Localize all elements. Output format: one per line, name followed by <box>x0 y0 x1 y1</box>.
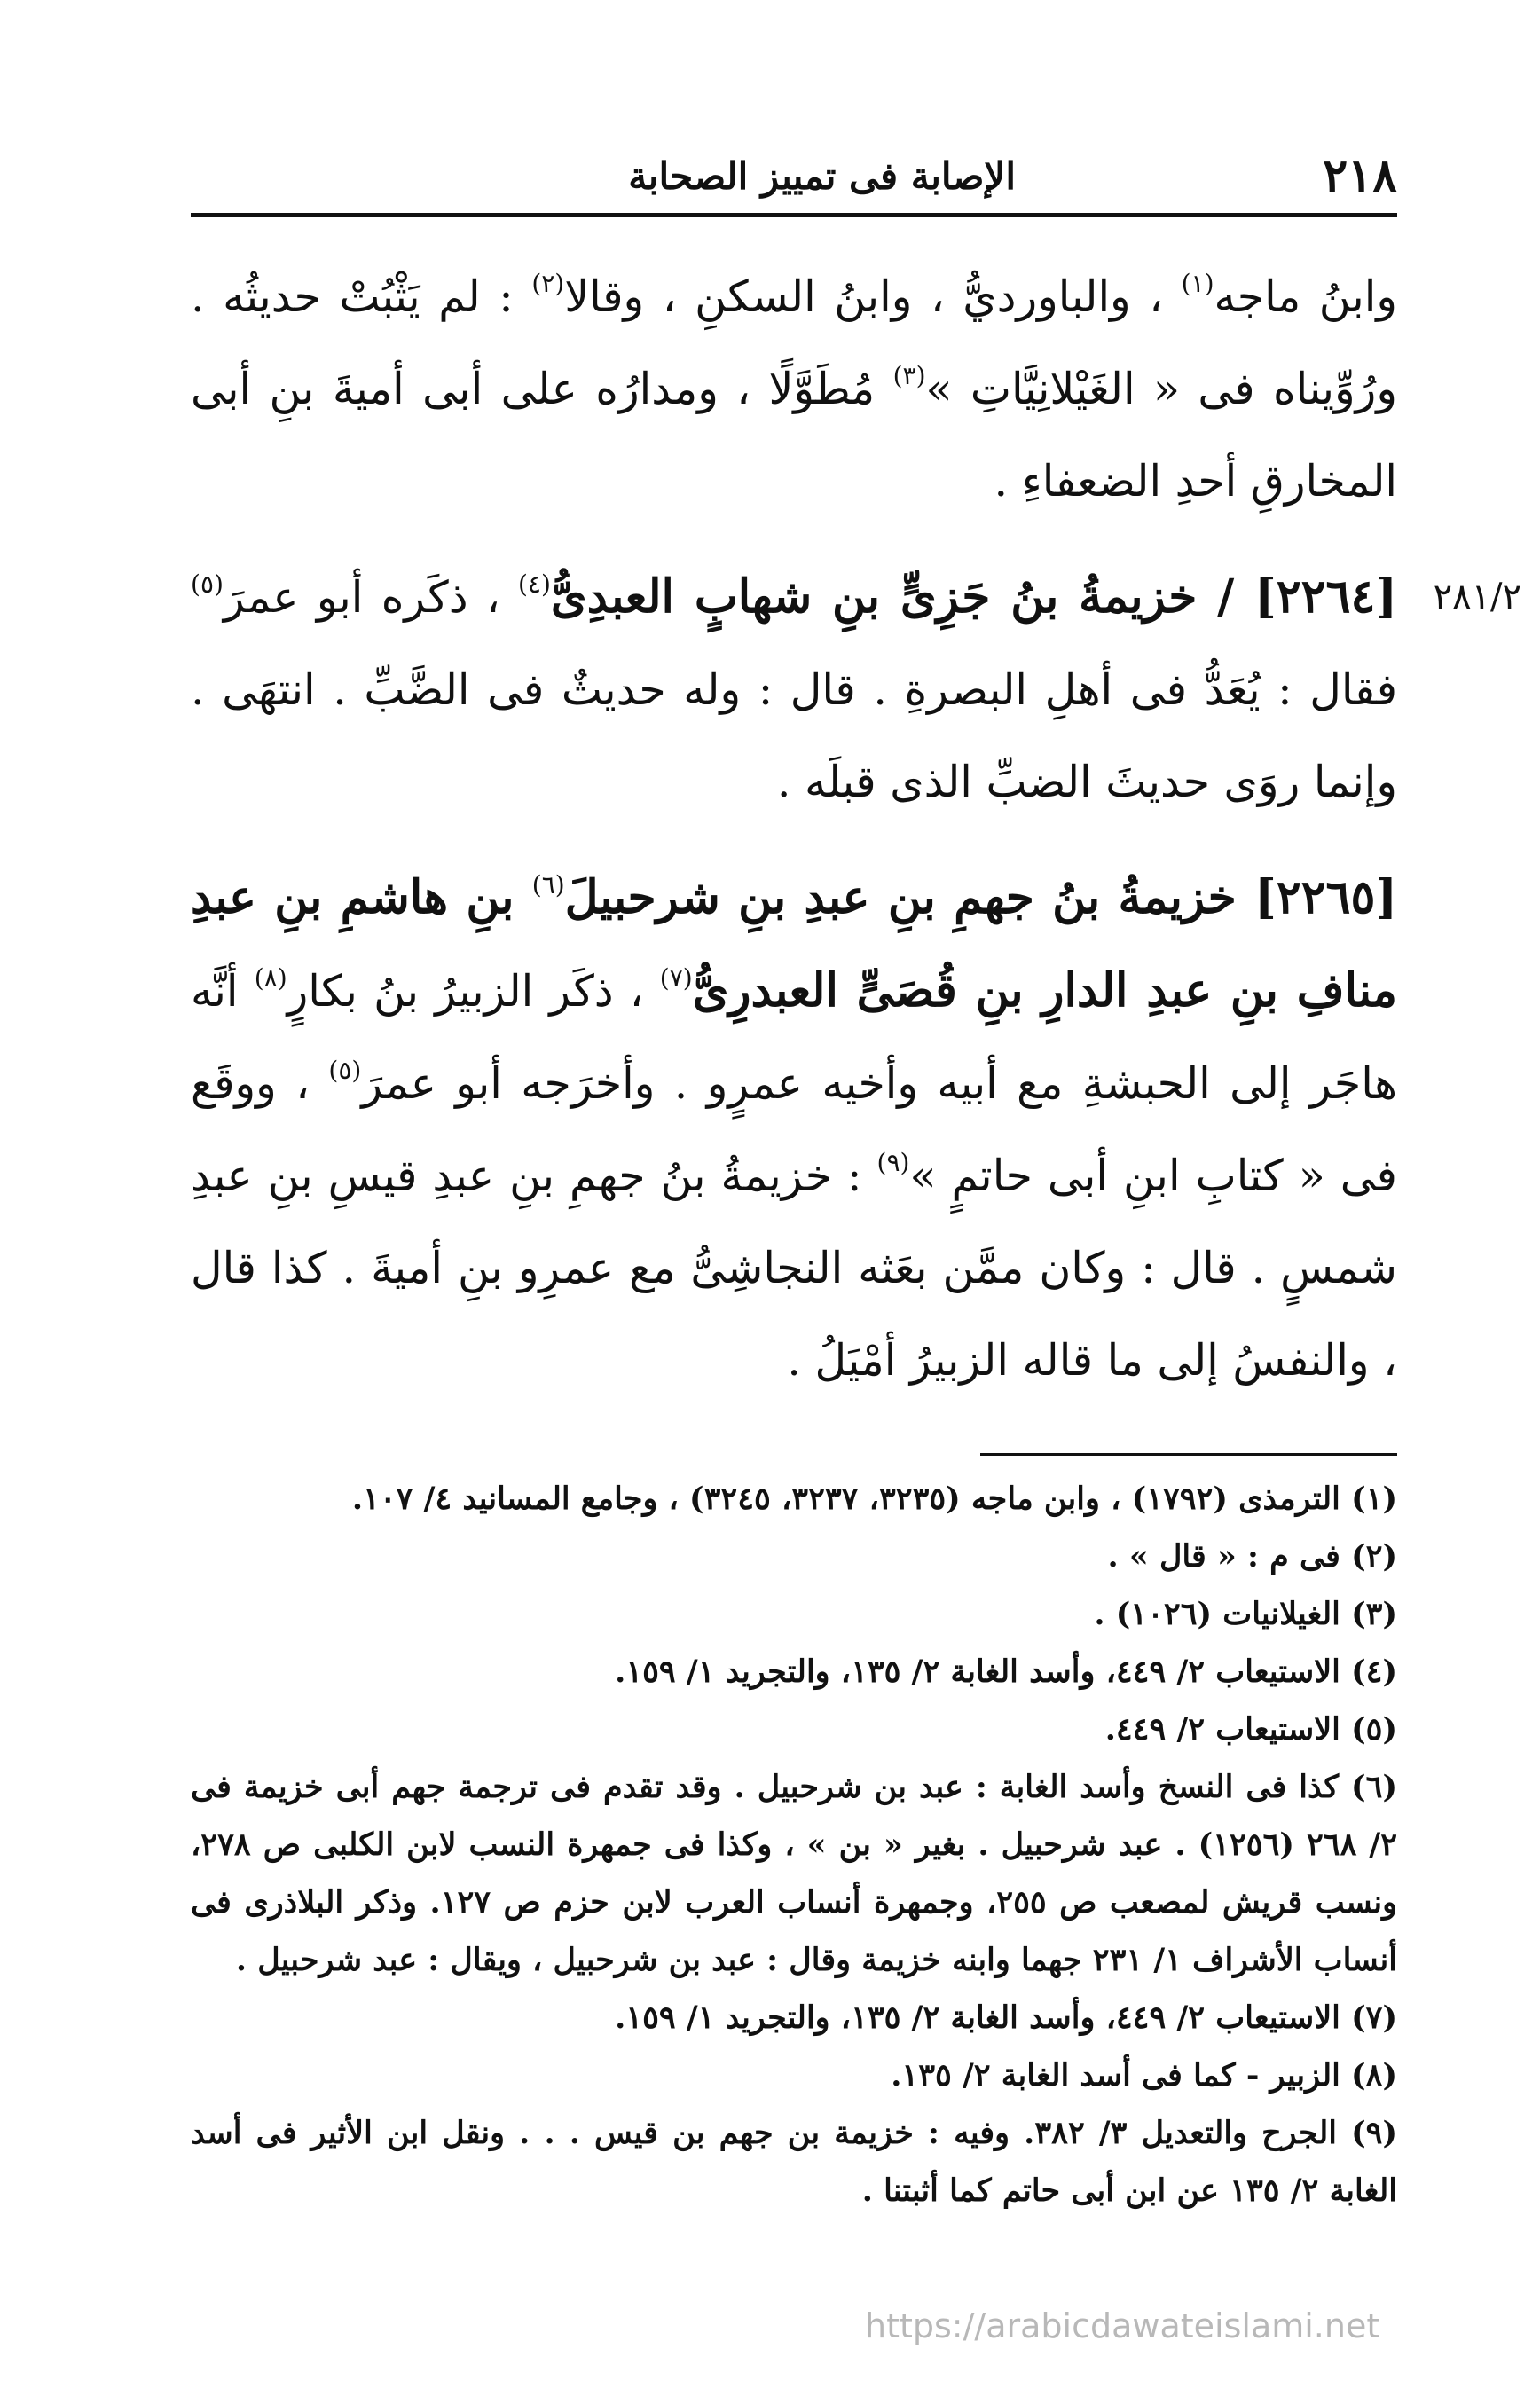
footnote-ref: (٥) <box>328 1056 362 1085</box>
footnote-ref: (٧) <box>659 963 693 993</box>
entry-heading-continued: بنِ هاشمِ بنِ عبدِ منافِ بنِ عبدِ الدارِ بنِ قُصَىٍّ العبدرِىُّ <box>191 870 1397 1017</box>
footnote-separator <box>980 1453 1397 1456</box>
main-text <box>191 251 1521 1407</box>
paragraph-1 <box>191 251 1397 528</box>
footnote: (٣) الغيلانيات (١٠٢٦) . <box>1094 1596 1397 1632</box>
text-segment: ، والباورديُّ ، وابنُ السكنِ ، وقالا <box>564 271 1182 322</box>
margin-reference: ٢٨١/٢ <box>1433 577 1521 617</box>
footnote: (٦) كذا فى النسخ وأسد الغابة : عبد بن شرحبيل . وقد تقدم فى ترجمة جهم أبى خزيمة فى ٢/ ٢٦٨ (١٢٥٦) . عبد شرحبيل . بغير « بن » ، وكذا فى جمهرة النسب لابن الكلبى ص ٢٧٨، ونسب قريش لمصعب ص ٢٥٥، وجمهرة أنساب العرب لابن حزم ص ١٢٧. وذكر البلاذرى فى أنساب الأشراف ١/ ٢٣١ جهما وابنه خزيمة وقال : عبد بن شرحبيل ، ويقال : عبد شرحبيل . <box>191 1769 1397 1978</box>
footnote-ref: (٨) <box>254 963 287 993</box>
footnote: (٥) الاستيعاب ٢/ ٤٤٩. <box>1104 1711 1397 1748</box>
footnotes <box>191 1470 1397 2219</box>
entry-2265 <box>191 852 1397 1407</box>
page-header <box>191 142 1397 217</box>
text-segment: : خزيمةُ بنُ جهمِ بنِ عبدِ قيسِ بنِ عبدِ شمسٍ . قال : وكان ممَّن بعَثه النجاشِىُّ مع عمرِو بنِ أميةَ . كذا قال ، والنفسُ إلى ما قاله الزبيرُ أمْيَلُ . <box>191 1151 1397 1386</box>
footnote-ref: (٦) <box>531 870 565 900</box>
footnote-ref: (٤) <box>518 570 551 599</box>
footnote-ref: (٣) <box>892 361 926 390</box>
page-number: ٢١٨ <box>1323 149 1397 203</box>
footnote: (٤) الاستيعاب ٢/ ٤٤٩، وأسد الغابة ٢/ ١٣٥، والتجريد ١/ ١٥٩. <box>615 1654 1397 1690</box>
text-segment: أنَّه هاجَر إلى الحبشةِ مع أبيه وأخيه عمرٍو . وأخرَجه أبو عمرَ <box>191 966 1397 1109</box>
footnote: (١) الترمذى (١٧٩٢) ، وابن ماجه (٣٢٣٥، ٣٢٣٧، ٣٢٤٥) ، وجامع المسانيد ٤/ ١٠٧. <box>351 1481 1397 1517</box>
footnote-ref: (١) <box>1181 269 1214 298</box>
text-segment: ، ووقَع فى « كتابِ ابنِ أبى حاتمٍ » <box>191 1058 1397 1201</box>
footnote: (٢) فى م : « قال » . <box>1107 1538 1397 1575</box>
footnote: (٧) الاستيعاب ٢/ ٤٤٩، وأسد الغابة ٢/ ١٣٥، والتجريد ١/ ١٥٩. <box>615 1999 1397 2036</box>
entry-heading: [٢٢٦٤] / خزيمةُ بنُ جَزِىٍّ بنِ شهابٍ العبدِىُّ <box>550 570 1398 624</box>
text-segment: فقال : يُعَدُّ فى أهلِ البصرةِ . قال : وله حديثٌ فى الضَّبِّ . انتهَى . وإنما روَى حديثَ الضبِّ الذى قبلَه . <box>191 664 1397 807</box>
text-segment: مُطَوَّلًا ، ومدارُه على أبى أميةَ بنِ أبى المخارقِ أحدِ الضعفاءِ . <box>191 364 1397 507</box>
footnote-ref: (٩) <box>876 1148 910 1177</box>
running-title: الإصابة فى تمييز الصحابة <box>628 154 1016 198</box>
footnote: (٨) الزبير - كما فى أسد الغابة ٢/ ١٣٥. <box>891 2057 1397 2094</box>
book-page <box>191 142 1521 2271</box>
text-segment: ، ذكَره أبو عمرَ <box>223 572 518 623</box>
entry-2264 <box>191 551 1521 829</box>
footnote: (٩) الجرح والتعديل ٣/ ٣٨٢. وفيه : خزيمة بن جهم بن قيس . . . ونقل ابن الأثير فى أسد الغابة ٢/ ١٣٥ عن ابن أبى حاتم كما أثبتنا . <box>191 2115 1398 2209</box>
text-segment: : لم يَثْبُتْ حديثُه . ورُوِّيناه فى « الغَيْلانِيَّاتِ » <box>191 271 1397 414</box>
watermark-url: https://arabicdawateislami.net <box>865 2306 1380 2345</box>
text-segment: وابنُ ماجه <box>1214 271 1397 322</box>
entry-heading: [٢٢٦٥] خزيمةُ بنُ جهمِ بنِ عبدِ بنِ شرحبيلَ <box>564 870 1398 924</box>
footnote-ref: (٢) <box>531 269 565 298</box>
footnote-ref: (٥) <box>191 570 224 599</box>
text-segment: ، ذكَر الزبيرُ بنُ بكارٍ <box>287 966 660 1017</box>
